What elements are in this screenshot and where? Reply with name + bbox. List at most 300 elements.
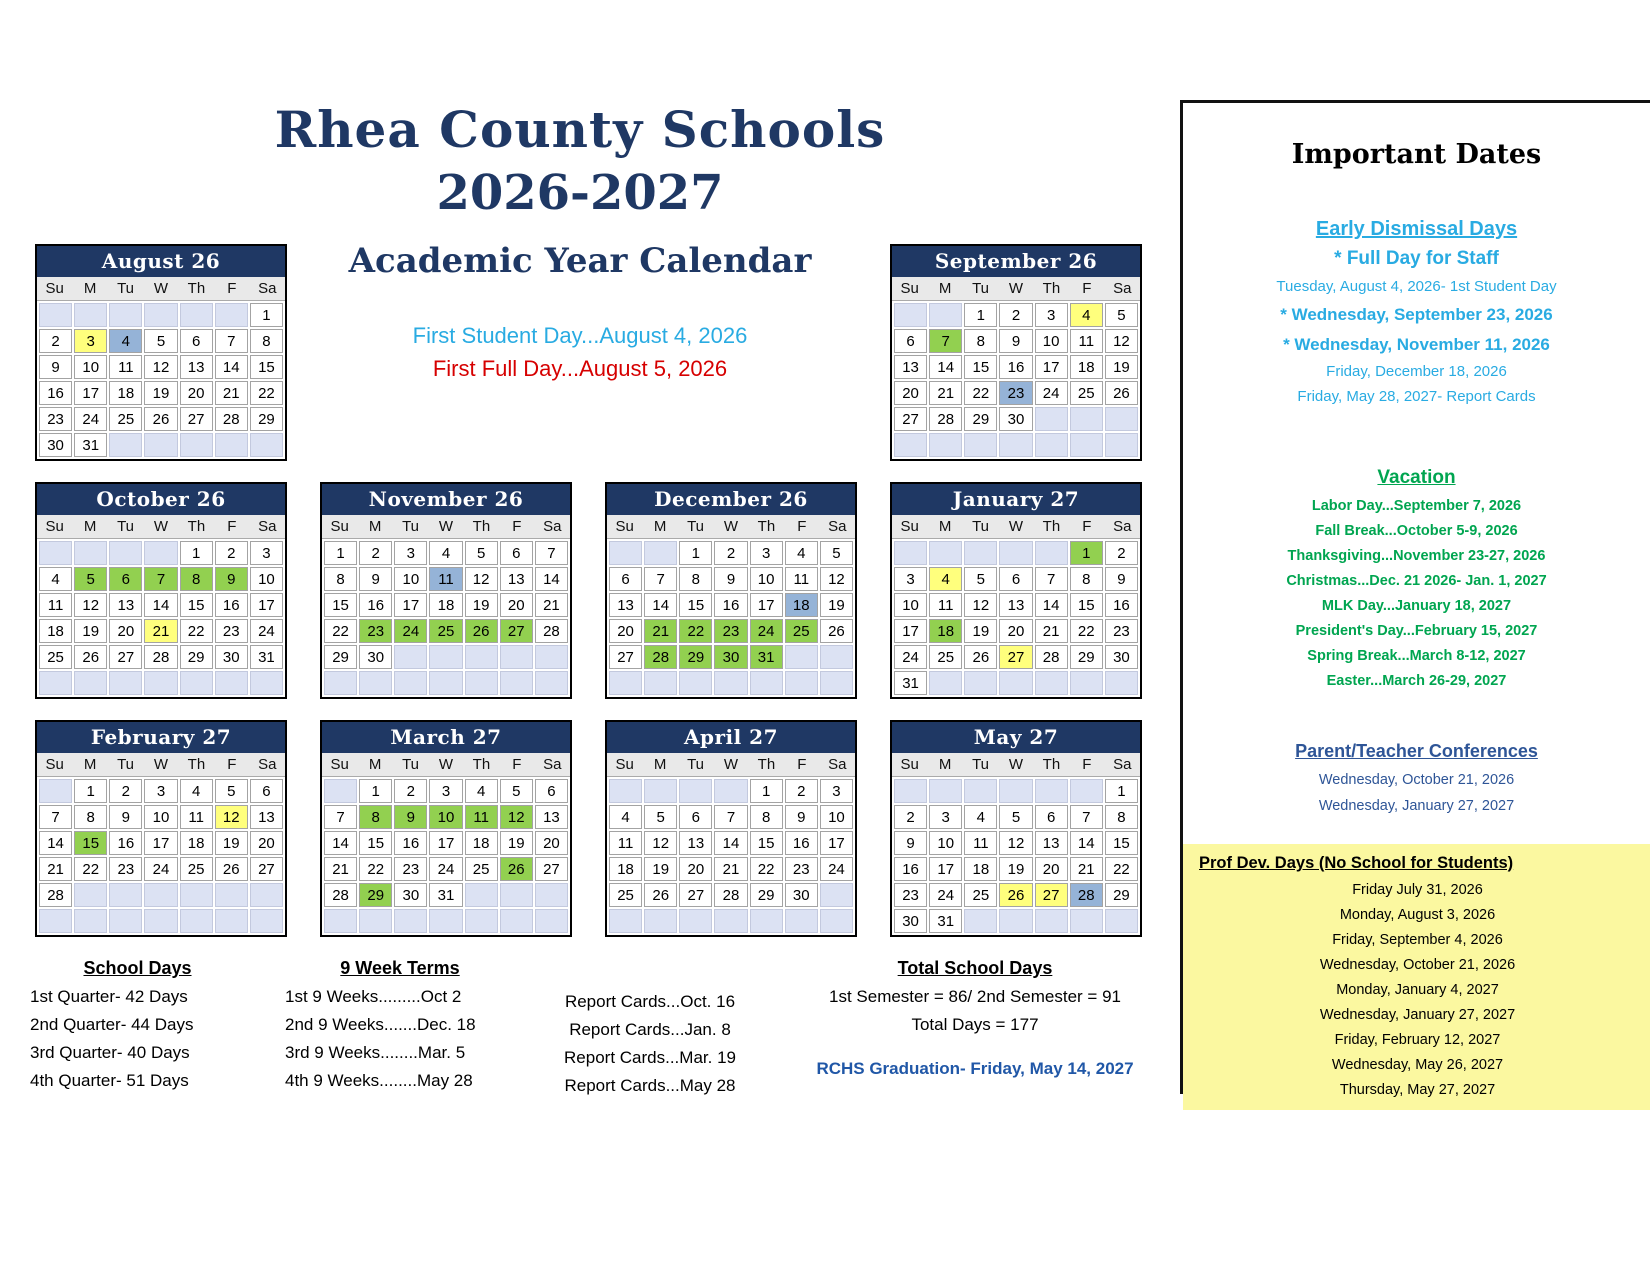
weekday-header-row — [607, 515, 855, 539]
weekday-label: W — [1008, 280, 1024, 297]
weekday-label: Sa — [258, 518, 277, 535]
weekday-label: Su — [900, 518, 919, 535]
day-cell: 9 — [39, 355, 72, 379]
day-cell: 10 — [250, 567, 283, 591]
day-cell: 14 — [324, 831, 357, 855]
weekday-header-row — [322, 753, 570, 777]
day-cell: 3 — [1035, 303, 1068, 327]
empty-day-cell — [429, 645, 462, 669]
empty-day-cell — [679, 671, 712, 695]
weekday-label: Th — [1042, 280, 1061, 297]
day-cell: 24 — [250, 619, 283, 643]
day-cell: 28 — [39, 883, 72, 907]
weekday-label: Th — [187, 756, 206, 773]
weekday-label: W — [1008, 518, 1024, 535]
day-cell: 16 — [39, 381, 72, 405]
weekday-label: F — [1082, 280, 1092, 297]
weekday-label: Tu — [972, 280, 990, 297]
day-cell: 21 — [714, 857, 747, 881]
day-cell: 15 — [679, 593, 712, 617]
day-cell: 28 — [1035, 645, 1068, 669]
day-cell: 29 — [180, 645, 213, 669]
day-cell: 2 — [999, 303, 1032, 327]
empty-day-cell — [929, 779, 962, 803]
total-days-line: Total Days = 177 — [911, 1015, 1039, 1034]
day-cell: 5 — [215, 779, 248, 803]
empty-day-cell — [39, 541, 72, 565]
day-cell: 12 — [964, 593, 997, 617]
calendar-november-26 — [320, 482, 572, 699]
day-cell: 4 — [964, 805, 997, 829]
day-cell: 15 — [964, 355, 997, 379]
day-cell: 21 — [144, 619, 177, 643]
list-item: Fall Break...October 5-9, 2026 — [1315, 523, 1518, 539]
conferences-section — [1183, 741, 1650, 814]
list-item: Friday July 31, 2026 — [1352, 882, 1483, 898]
day-cell: 11 — [180, 805, 213, 829]
day-cell: 18 — [465, 831, 498, 855]
day-grid — [892, 301, 1140, 459]
day-cell: 7 — [1035, 567, 1068, 591]
day-cell: 13 — [109, 593, 142, 617]
weekday-label: M — [938, 756, 952, 773]
day-cell: 27 — [609, 645, 642, 669]
day-cell: 4 — [1070, 303, 1103, 327]
first-full-day-note: First Full Day...August 5, 2026 — [432, 356, 728, 381]
day-cell: 26 — [820, 619, 853, 643]
day-cell: 25 — [109, 407, 142, 431]
weekday-label: F — [227, 756, 237, 773]
day-cell: 7 — [714, 805, 747, 829]
day-cell: 22 — [1070, 619, 1103, 643]
month-title: March 27 — [322, 722, 570, 753]
day-cell: 27 — [1035, 883, 1068, 907]
day-cell: 24 — [750, 619, 783, 643]
empty-day-cell — [644, 779, 677, 803]
list-item: 1st Quarter- 42 Days — [30, 987, 188, 1006]
day-cell: 28 — [714, 883, 747, 907]
day-cell: 6 — [999, 567, 1032, 591]
day-cell: 21 — [324, 857, 357, 881]
list-item: Spring Break...March 8-12, 2027 — [1307, 648, 1526, 664]
empty-day-cell — [1070, 407, 1103, 431]
empty-day-cell — [500, 909, 533, 933]
day-cell: 26 — [465, 619, 498, 643]
day-grid — [892, 539, 1140, 697]
weekday-label: Th — [187, 518, 206, 535]
day-cell: 9 — [394, 805, 427, 829]
day-cell: 9 — [1105, 567, 1138, 591]
day-cell: 22 — [1105, 857, 1138, 881]
day-cell: 20 — [250, 831, 283, 855]
day-cell: 27 — [500, 619, 533, 643]
weekday-label: Th — [472, 518, 491, 535]
calendar-january-27 — [890, 482, 1142, 699]
empty-day-cell — [714, 671, 747, 695]
day-cell: 7 — [535, 541, 568, 565]
empty-day-cell — [39, 779, 72, 803]
empty-day-cell — [714, 909, 747, 933]
day-cell: 2 — [394, 779, 427, 803]
list-item: Friday, February 12, 2027 — [1334, 1032, 1501, 1048]
empty-day-cell — [324, 909, 357, 933]
empty-day-cell — [180, 671, 213, 695]
day-cell: 12 — [74, 593, 107, 617]
weekday-label: W — [153, 756, 169, 773]
empty-day-cell — [109, 433, 142, 457]
day-cell: 28 — [144, 645, 177, 669]
empty-day-cell — [500, 671, 533, 695]
day-cell: 23 — [999, 381, 1032, 405]
empty-day-cell — [324, 671, 357, 695]
day-cell: 4 — [929, 567, 962, 591]
day-cell: 6 — [109, 567, 142, 591]
weekday-label: M — [83, 280, 97, 297]
day-cell: 14 — [39, 831, 72, 855]
day-cell: 12 — [465, 567, 498, 591]
day-cell: 3 — [929, 805, 962, 829]
empty-day-cell — [39, 909, 72, 933]
weekday-header-row — [37, 753, 285, 777]
day-cell: 22 — [750, 857, 783, 881]
empty-day-cell — [144, 883, 177, 907]
weekday-header-row — [322, 515, 570, 539]
list-item: Friday, December 18, 2026 — [1326, 363, 1507, 380]
day-cell: 25 — [609, 883, 642, 907]
empty-day-cell — [500, 645, 533, 669]
day-cell: 10 — [1035, 329, 1068, 353]
day-cell: 17 — [1035, 355, 1068, 379]
empty-day-cell — [359, 909, 392, 933]
day-cell: 18 — [1070, 355, 1103, 379]
empty-day-cell — [215, 671, 248, 695]
school-name-title: Rhea County Schools — [274, 100, 886, 159]
day-grid — [37, 301, 285, 459]
day-cell: 5 — [144, 329, 177, 353]
weekday-label: Tu — [687, 518, 705, 535]
day-cell: 25 — [929, 645, 962, 669]
day-grid — [322, 539, 570, 697]
weekday-label: W — [723, 756, 739, 773]
empty-day-cell — [500, 883, 533, 907]
day-cell: 9 — [714, 567, 747, 591]
weekday-label: Th — [757, 756, 776, 773]
day-cell: 6 — [679, 805, 712, 829]
empty-day-cell — [144, 303, 177, 327]
weekday-label: Su — [900, 280, 919, 297]
day-cell: 26 — [1105, 381, 1138, 405]
day-cell: 9 — [999, 329, 1032, 353]
day-cell: 5 — [500, 779, 533, 803]
nine-week-terms-section — [285, 958, 515, 1091]
day-cell: 28 — [535, 619, 568, 643]
day-cell: 19 — [500, 831, 533, 855]
day-cell: 3 — [820, 779, 853, 803]
weekday-label: Sa — [543, 518, 562, 535]
prof-dev-list — [1199, 882, 1636, 1098]
day-cell: 9 — [894, 831, 927, 855]
empty-day-cell — [1035, 541, 1068, 565]
day-cell: 17 — [429, 831, 462, 855]
day-cell: 17 — [74, 381, 107, 405]
list-item: Thursday, May 27, 2027 — [1339, 1082, 1496, 1098]
day-cell: 28 — [929, 407, 962, 431]
day-cell: 4 — [609, 805, 642, 829]
list-item: Tuesday, August 4, 2026- 1st Student Day — [1276, 278, 1557, 295]
weekday-label: Sa — [1113, 280, 1132, 297]
day-cell: 28 — [644, 645, 677, 669]
empty-day-cell — [144, 541, 177, 565]
day-cell: 27 — [250, 857, 283, 881]
empty-day-cell — [465, 883, 498, 907]
list-item: Report Cards...May 28 — [564, 1076, 736, 1095]
day-cell: 11 — [929, 593, 962, 617]
calendar-september-26 — [890, 244, 1142, 461]
day-cell: 21 — [929, 381, 962, 405]
day-cell: 18 — [785, 593, 818, 617]
empty-day-cell — [644, 541, 677, 565]
empty-day-cell — [394, 645, 427, 669]
day-cell: 1 — [74, 779, 107, 803]
day-cell: 23 — [394, 857, 427, 881]
day-cell: 23 — [109, 857, 142, 881]
day-cell: 19 — [215, 831, 248, 855]
school-year-title: 2026-2027 — [436, 165, 724, 221]
day-cell: 27 — [999, 645, 1032, 669]
day-cell: 26 — [999, 883, 1032, 907]
day-cell: 29 — [679, 645, 712, 669]
day-cell: 1 — [324, 541, 357, 565]
day-cell: 30 — [39, 433, 72, 457]
day-cell: 10 — [394, 567, 427, 591]
weekday-label: Th — [1042, 518, 1061, 535]
empty-day-cell — [1105, 407, 1138, 431]
day-cell: 14 — [929, 355, 962, 379]
school-days-section — [30, 958, 245, 1091]
day-cell: 27 — [535, 857, 568, 881]
day-cell: 10 — [929, 831, 962, 855]
day-cell: 26 — [500, 857, 533, 881]
day-cell: 7 — [929, 329, 962, 353]
day-cell: 19 — [999, 857, 1032, 881]
empty-day-cell — [215, 909, 248, 933]
day-cell: 18 — [609, 857, 642, 881]
day-cell: 19 — [144, 381, 177, 405]
empty-day-cell — [999, 779, 1032, 803]
empty-day-cell — [324, 779, 357, 803]
day-cell: 23 — [1105, 619, 1138, 643]
day-cell: 24 — [144, 857, 177, 881]
weekday-label: Su — [330, 518, 349, 535]
empty-day-cell — [609, 541, 642, 565]
day-cell: 13 — [500, 567, 533, 591]
empty-day-cell — [74, 909, 107, 933]
month-title: November 26 — [322, 484, 570, 515]
day-cell: 15 — [750, 831, 783, 855]
day-cell: 7 — [644, 567, 677, 591]
day-cell: 1 — [250, 303, 283, 327]
day-cell: 18 — [180, 831, 213, 855]
month-title: January 27 — [892, 484, 1140, 515]
weekday-header-row — [892, 753, 1140, 777]
day-grid — [37, 539, 285, 697]
day-grid — [37, 777, 285, 935]
empty-day-cell — [1035, 407, 1068, 431]
day-cell: 8 — [180, 567, 213, 591]
day-cell: 20 — [1035, 857, 1068, 881]
day-cell: 15 — [359, 831, 392, 855]
first-student-day-note: First Student Day...August 4, 2026 — [412, 323, 748, 348]
day-cell: 17 — [144, 831, 177, 855]
day-cell: 3 — [894, 567, 927, 591]
day-cell: 21 — [215, 381, 248, 405]
day-cell: 22 — [250, 381, 283, 405]
day-cell: 8 — [324, 567, 357, 591]
day-cell: 27 — [180, 407, 213, 431]
day-cell: 17 — [929, 857, 962, 881]
empty-day-cell — [109, 303, 142, 327]
weekday-label: F — [227, 518, 237, 535]
nine-week-terms-list — [285, 987, 515, 1091]
weekday-label: M — [368, 518, 382, 535]
day-cell: 1 — [1070, 541, 1103, 565]
empty-day-cell — [964, 779, 997, 803]
list-item: 4th 9 Weeks........May 28 — [285, 1071, 473, 1090]
day-cell: 4 — [39, 567, 72, 591]
empty-day-cell — [929, 303, 962, 327]
empty-day-cell — [820, 909, 853, 933]
empty-day-cell — [429, 909, 462, 933]
list-item: Wednesday, January 27, 2027 — [1318, 798, 1515, 814]
list-item: 3rd Quarter- 40 Days — [30, 1043, 190, 1062]
day-cell: 12 — [1105, 329, 1138, 353]
day-cell: 30 — [394, 883, 427, 907]
day-cell: 10 — [429, 805, 462, 829]
day-cell: 8 — [1070, 567, 1103, 591]
empty-day-cell — [180, 303, 213, 327]
empty-day-cell — [894, 433, 927, 457]
empty-day-cell — [1105, 433, 1138, 457]
weekday-label: F — [227, 280, 237, 297]
day-cell: 13 — [180, 355, 213, 379]
day-cell: 15 — [74, 831, 107, 855]
empty-day-cell — [180, 433, 213, 457]
empty-day-cell — [215, 303, 248, 327]
day-cell: 15 — [1105, 831, 1138, 855]
day-cell: 17 — [894, 619, 927, 643]
day-cell: 5 — [1105, 303, 1138, 327]
day-cell: 11 — [785, 567, 818, 591]
empty-day-cell — [750, 671, 783, 695]
empty-day-cell — [109, 541, 142, 565]
day-cell: 23 — [714, 619, 747, 643]
day-cell: 24 — [394, 619, 427, 643]
day-cell: 20 — [109, 619, 142, 643]
weekday-label: Tu — [972, 756, 990, 773]
empty-day-cell — [644, 909, 677, 933]
day-cell: 10 — [894, 593, 927, 617]
prof-dev-section — [1183, 844, 1650, 1110]
total-school-days-heading: Total School Days — [897, 958, 1053, 978]
empty-day-cell — [394, 671, 427, 695]
weekday-label: Tu — [117, 518, 135, 535]
day-cell: 13 — [999, 593, 1032, 617]
day-cell: 18 — [109, 381, 142, 405]
day-cell: 18 — [39, 619, 72, 643]
empty-day-cell — [894, 541, 927, 565]
empty-day-cell — [644, 671, 677, 695]
day-cell: 20 — [180, 381, 213, 405]
day-cell: 31 — [250, 645, 283, 669]
day-cell: 29 — [324, 645, 357, 669]
day-cell: 3 — [250, 541, 283, 565]
day-cell: 12 — [820, 567, 853, 591]
empty-day-cell — [144, 433, 177, 457]
calendar-subtitle: Academic Year Calendar — [348, 241, 812, 281]
weekday-label: F — [512, 518, 522, 535]
weekday-label: Su — [45, 756, 64, 773]
day-cell: 31 — [750, 645, 783, 669]
day-cell: 6 — [250, 779, 283, 803]
day-cell: 10 — [750, 567, 783, 591]
day-cell: 23 — [894, 883, 927, 907]
empty-day-cell — [964, 909, 997, 933]
day-cell: 5 — [74, 567, 107, 591]
weekday-label: Tu — [117, 280, 135, 297]
day-cell: 19 — [644, 857, 677, 881]
weekday-label: Tu — [972, 518, 990, 535]
day-cell: 7 — [215, 329, 248, 353]
day-cell: 17 — [750, 593, 783, 617]
day-cell: 5 — [820, 541, 853, 565]
day-cell: 14 — [1035, 593, 1068, 617]
day-cell: 30 — [714, 645, 747, 669]
day-cell: 22 — [359, 857, 392, 881]
day-cell: 20 — [609, 619, 642, 643]
day-cell: 4 — [109, 329, 142, 353]
calendar-february-27 — [35, 720, 287, 937]
empty-day-cell — [1035, 671, 1068, 695]
day-cell: 20 — [679, 857, 712, 881]
weekday-label: Su — [45, 280, 64, 297]
day-cell: 3 — [144, 779, 177, 803]
total-school-days-section — [795, 958, 1155, 1079]
day-cell: 14 — [644, 593, 677, 617]
day-cell: 18 — [964, 857, 997, 881]
calendar-march-27 — [320, 720, 572, 937]
day-cell: 15 — [180, 593, 213, 617]
empty-day-cell — [929, 541, 962, 565]
empty-day-cell — [1070, 909, 1103, 933]
empty-day-cell — [785, 645, 818, 669]
day-cell: 7 — [1070, 805, 1103, 829]
day-grid — [892, 777, 1140, 935]
day-cell: 19 — [74, 619, 107, 643]
day-cell: 11 — [465, 805, 498, 829]
list-item: 3rd 9 Weeks........Mar. 5 — [285, 1043, 466, 1062]
day-cell: 16 — [215, 593, 248, 617]
list-item: Labor Day...September 7, 2026 — [1311, 498, 1522, 514]
day-cell: 1 — [964, 303, 997, 327]
day-cell: 26 — [964, 645, 997, 669]
weekday-label: M — [83, 756, 97, 773]
day-cell: 2 — [894, 805, 927, 829]
report-cards-list — [530, 992, 770, 1096]
day-cell: 24 — [929, 883, 962, 907]
day-cell: 1 — [359, 779, 392, 803]
day-cell: 3 — [750, 541, 783, 565]
day-cell: 4 — [429, 541, 462, 565]
